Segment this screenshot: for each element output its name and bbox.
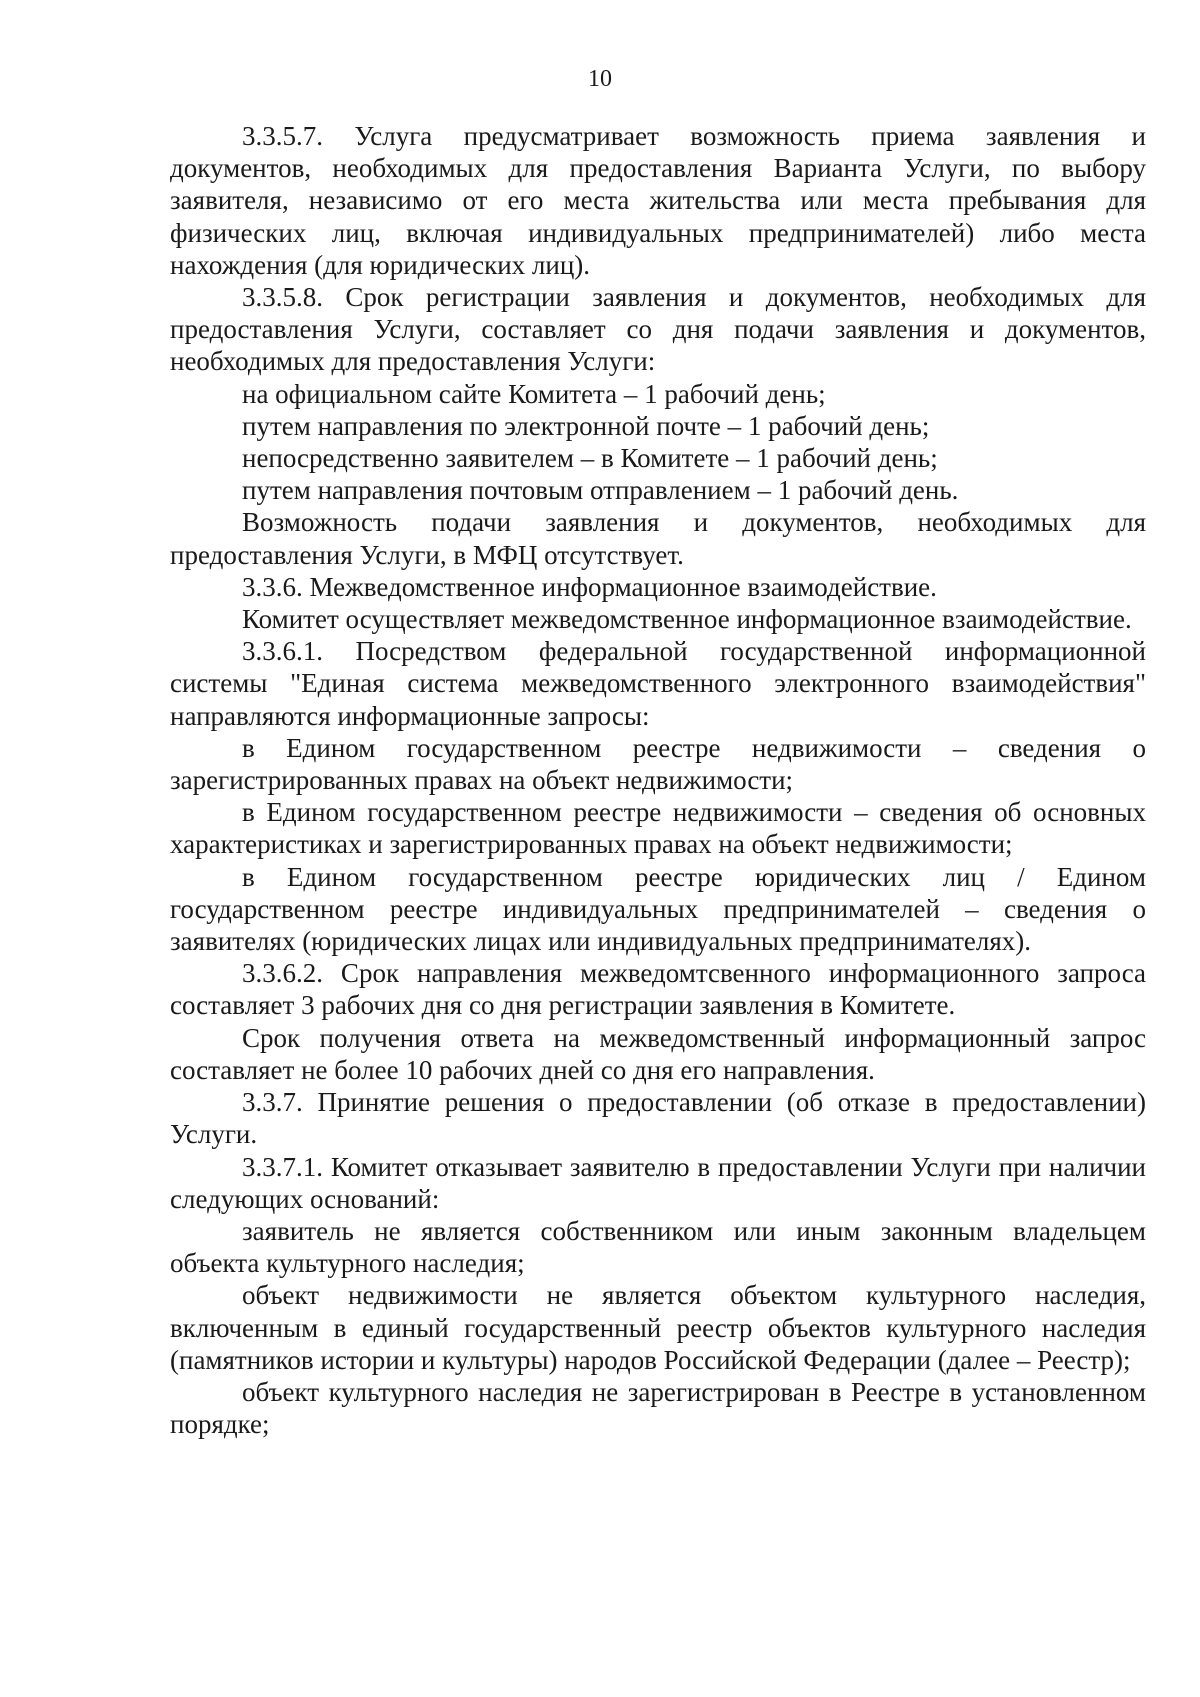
list-item: в Едином государственном реестре юридических лиц / Едином государственном реестре индивидуальных предпринимателей – сведения о заявителях (юридических лицах или индивидуальных предпринимателях). <box>170 861 1146 957</box>
list-item: объект культурного наследия не зарегистрирован в Реестре в установленном порядке; <box>170 1376 1146 1440</box>
paragraph-3-3-6: 3.3.6. Межведомственное информационное взаимодействие. <box>242 571 937 602</box>
list-item: заявитель не является собственником или иным законным владельцем объекта культурного наследия; <box>170 1215 1146 1279</box>
list-item: путем направления почтовым отправлением – 1 рабочий день. <box>242 475 959 506</box>
paragraph-committee: Комитет осуществляет межведомственное информационное взаимодействие. <box>242 604 1132 635</box>
document-body <box>170 120 1146 1440</box>
paragraph-3-3-6-2: 3.3.6.2. Срок направления межведомтсвенного информационного запроса составляет 3 рабочих дня со дня регистрации заявления в Комитете. <box>170 958 1146 1021</box>
paragraph-3-3-5-8: 3.3.5.8. Срок регистрации заявления и документов, необходимых для предоставления Услуги, составляет со дня подачи заявления и документов, необходимых для предоставления Услуги: <box>170 282 1146 377</box>
paragraph-3-3-5-7: 3.3.5.7. Услуга предусматривает возможность приема заявления и документов, необходимых для предоставления Варианта Услуги, по выбору заявителя, независимо от его места жительства или места пребывания для физических лиц, включая индивидуальных предпринимателей) либо места нахождения (для юридических лиц). <box>170 121 1146 280</box>
paragraph-response-term: Срок получения ответа на межведомственный информационный запрос составляет не более 10 рабочих дней со дня его направления. <box>170 1022 1146 1085</box>
list-item: на официальном сайте Комитета – 1 рабочий день; <box>242 378 826 409</box>
paragraph-mfc: Возможность подачи заявления и документов, необходимых для предоставления Услуги, в МФЦ отсутствует. <box>170 507 1146 570</box>
list-item: в Едином государственном реестре недвижимости – сведения об основных характеристиках и зарегистрированных правах на объект недвижимости; <box>170 797 1146 860</box>
list-item: в Едином государственном реестре недвижимости – сведения о зарегистрированных правах на объект недвижимости; <box>170 732 1146 796</box>
list-item: объект недвижимости не является объектом культурного наследия, включенным в единый государственный реестр объектов культурного наследия (памятников истории и культуры) народов Российской Федерации (далее – Реестр); <box>170 1280 1146 1375</box>
list-item: непосредственно заявителем – в Комитете – 1 рабочий день; <box>242 443 938 474</box>
paragraph-3-3-6-1: 3.3.6.1. Посредством федеральной государственной информационной системы "Единая система межведомственного электронного взаимодействия" направляются информационные запросы: <box>170 636 1146 731</box>
page-number: 10 <box>588 66 612 92</box>
paragraph-3-3-7: 3.3.7. Принятие решения о предоставлении (об отказе в предоставлении) Услуги. <box>170 1087 1146 1150</box>
list-item: путем направления по электронной почте – 1 рабочий день; <box>242 410 930 441</box>
paragraph-3-3-7-1: 3.3.7.1. Комитет отказывает заявителю в предоставлении Услуги при наличии следующих оснований: <box>170 1151 1146 1214</box>
